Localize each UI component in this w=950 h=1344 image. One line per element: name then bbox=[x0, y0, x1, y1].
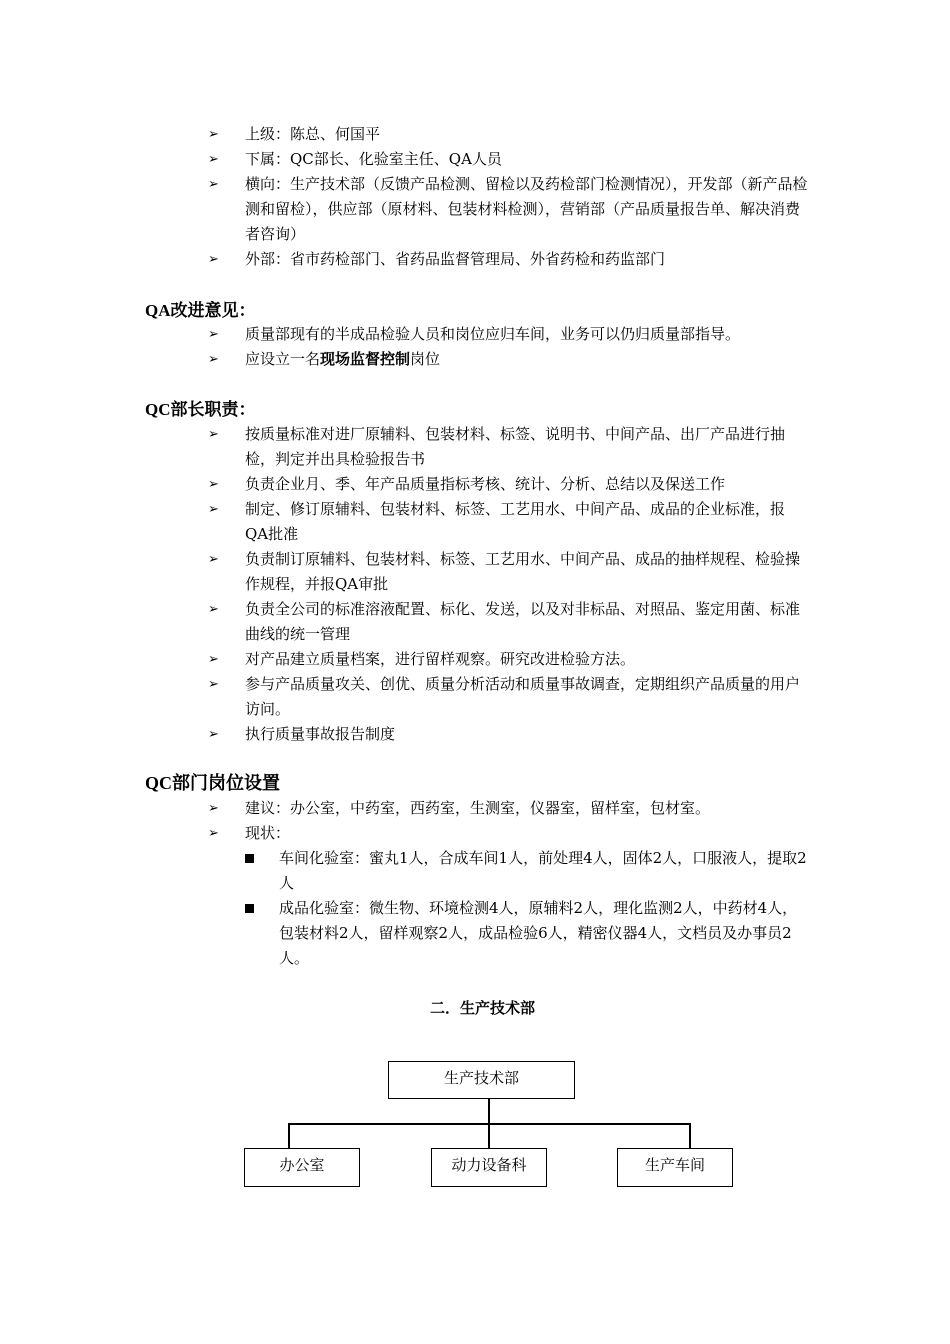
arrow-bullet-icon: ➢ bbox=[208, 477, 219, 492]
list-item: ➢ 制定、修订原辅料、包装材料、标签、工艺用水、中间产品、成品的企业标准，报QA批准 bbox=[208, 497, 808, 547]
list-item: ➢ 建议：办公室，中药室，西药室，生测室，仪器室，留样室，包材室。 bbox=[208, 796, 808, 821]
arrow-bullet-icon: ➢ bbox=[208, 427, 219, 442]
arrow-bullet-icon: ➢ bbox=[208, 826, 219, 841]
list-item: ➢ 负责企业月、季、年产品质量指标考核、统计、分析、总结以及保送工作 bbox=[208, 472, 808, 497]
arrow-bullet-icon: ➢ bbox=[208, 177, 219, 192]
connector-line bbox=[288, 1123, 290, 1149]
connector-line bbox=[689, 1123, 691, 1149]
arrow-bullet-icon: ➢ bbox=[208, 152, 219, 167]
qc-duties-list bbox=[208, 422, 808, 747]
connector-line bbox=[488, 1099, 490, 1124]
list-item: ➢ 负责全公司的标准溶液配置、标化、发送，以及对非标品、对照品、鉴定用菌、标准曲线的统一管理 bbox=[208, 597, 808, 647]
relations-list bbox=[208, 122, 808, 272]
list-item: ➢ 对产品建立质量档案，进行留样观察。研究改进检验方法。 bbox=[208, 647, 808, 672]
qc-duties-heading: QC部长职责： bbox=[145, 400, 256, 419]
section-title: 二．生产技术部 bbox=[429, 999, 535, 1017]
list-item: ➢ 上级：陈总、何国平 bbox=[208, 122, 808, 147]
list-item: 车间化验室：蜜丸1人，合成车间1人，前处理4人，固体2人，口服液人，提取2人 bbox=[245, 846, 808, 896]
connector-line bbox=[488, 1123, 490, 1149]
list-item: ➢ 横向：生产技术部（反馈产品检测、留检以及药检部门检测情况），开发部（新产品检测和留检），供应部（原材料、包装材料检测），营销部（产品质量报告单、解决消费者咨询） bbox=[208, 172, 808, 247]
list-item: 成品化验室：微生物、环境检测4人，原辅料2人，理化监测2人，中药材4人，包装材料2人，留样观察2人，成品检验6人，精密仪器4人，文档员及办事员2人。 bbox=[245, 896, 808, 971]
list-item: ➢ 按质量标准对进厂原辅料、包装材料、标签、说明书、中间产品、出厂产品进行抽检，判定并出具检验报告书 bbox=[208, 422, 808, 472]
arrow-bullet-icon: ➢ bbox=[208, 552, 219, 567]
org-child-box: 动力设备科 bbox=[431, 1148, 547, 1187]
arrow-bullet-icon: ➢ bbox=[208, 801, 219, 816]
org-child-box: 办公室 bbox=[244, 1148, 360, 1187]
arrow-bullet-icon: ➢ bbox=[208, 327, 219, 342]
status-sublist bbox=[245, 846, 808, 971]
qa-improve-heading: QA改进意见： bbox=[145, 301, 256, 320]
org-child-box: 生产车间 bbox=[617, 1148, 733, 1187]
arrow-bullet-icon: ➢ bbox=[208, 502, 219, 517]
org-root-box: 生产技术部 bbox=[388, 1061, 575, 1099]
list-item: ➢ 参与产品质量攻关、创优、质量分析活动和质量事故调查，定期组织产品质量的用户访问。 bbox=[208, 672, 808, 722]
arrow-bullet-icon: ➢ bbox=[208, 727, 219, 742]
qc-posts-heading: QC部门岗位设置 bbox=[145, 773, 280, 793]
qa-improve-list bbox=[208, 322, 808, 372]
list-item: ➢ 下属：QC部长、化验室主任、QA人员 bbox=[208, 147, 808, 172]
square-bullet-icon bbox=[245, 854, 254, 863]
list-item: ➢ 现状： 车间化验室：蜜丸1人，合成车间1人，前处理4人，固体2人，口服液人，提取2人 成品化验室：微生物、环境检测4人，原辅料2人，理化监测2人，中药材4人，包装材料2人，留样观察2人，成品检验6人，精密仪器4人，文档员及办事员2人。 bbox=[208, 821, 808, 971]
list-item: ➢ 外部：省市药检部门、省药品监督管理局、外省药检和药监部门 bbox=[208, 247, 808, 272]
square-bullet-icon bbox=[245, 904, 254, 913]
arrow-bullet-icon: ➢ bbox=[208, 127, 219, 142]
list-item: ➢ 应设立一名现场监督控制岗位 bbox=[208, 347, 808, 372]
arrow-bullet-icon: ➢ bbox=[208, 652, 219, 667]
arrow-bullet-icon: ➢ bbox=[208, 252, 219, 267]
arrow-bullet-icon: ➢ bbox=[208, 602, 219, 617]
list-item: ➢ 质量部现有的半成品检验人员和岗位应归车间，业务可以仍归质量部指导。 bbox=[208, 322, 808, 347]
arrow-bullet-icon: ➢ bbox=[208, 352, 219, 367]
arrow-bullet-icon: ➢ bbox=[208, 677, 219, 692]
list-item: ➢ 执行质量事故报告制度 bbox=[208, 722, 808, 747]
qc-posts-list bbox=[208, 796, 808, 971]
list-item: ➢ 负责制订原辅料、包装材料、标签、工艺用水、中间产品、成品的抽样规程、检验操作规程，并报QA审批 bbox=[208, 547, 808, 597]
